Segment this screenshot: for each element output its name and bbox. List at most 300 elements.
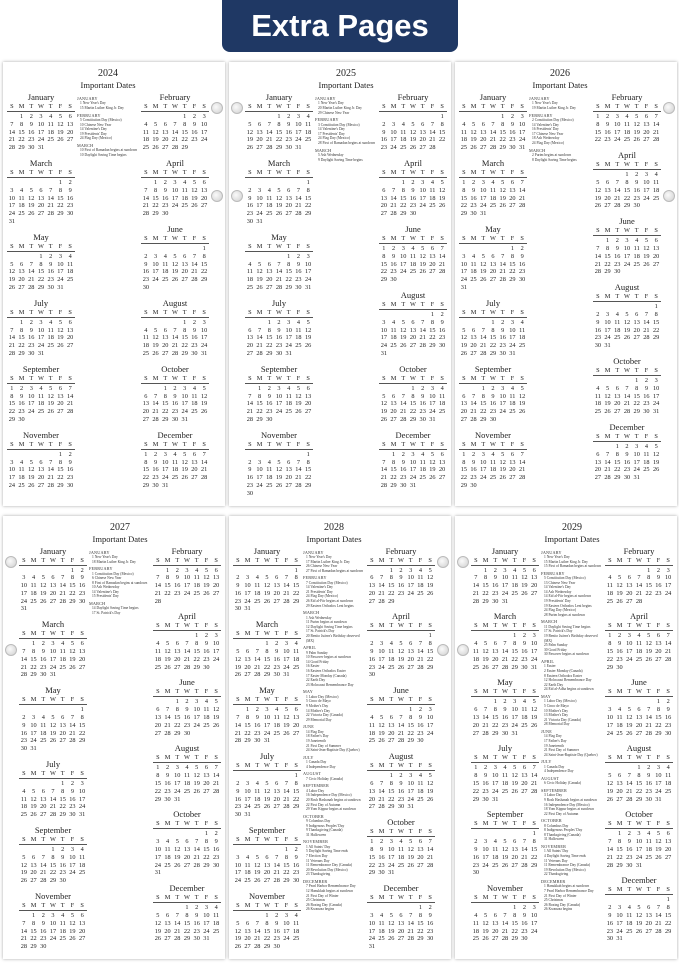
week-row: [593, 319, 661, 327]
day-cell: 28: [426, 861, 434, 869]
day-cell: 9: [418, 714, 422, 722]
day-cell: 23: [66, 474, 74, 482]
day-cell: 7: [51, 787, 55, 795]
weekday-label: S: [520, 168, 524, 176]
weekday-header: [459, 169, 527, 178]
day-cell: 28: [472, 597, 479, 605]
day-cell: 3: [615, 113, 619, 120]
holiday-item: 16 Independence Day (Mexico): [306, 793, 352, 798]
day-cell: [593, 171, 603, 179]
weekday-label: S: [370, 828, 374, 836]
day-cell: 21: [614, 194, 621, 202]
week-row: [471, 706, 539, 714]
day-cell: 11: [645, 838, 652, 846]
day-cell: 23: [40, 935, 47, 943]
day-cell: 26: [152, 144, 159, 152]
day-cell: 30: [397, 803, 405, 811]
day-cell: 6: [617, 772, 622, 780]
day-cell: 17: [57, 268, 64, 276]
important-dates-list: [539, 548, 605, 913]
month-title: June: [167, 223, 183, 234]
day-cell: 28: [8, 144, 15, 152]
day-cell: 13: [655, 640, 662, 648]
day-cell: 3: [428, 706, 432, 714]
day-cell: 18: [66, 268, 74, 276]
weekday-label: S: [596, 161, 600, 169]
weekday-label: T: [389, 894, 394, 902]
day-cell: 11: [388, 648, 395, 656]
day-cell: 20: [162, 136, 169, 144]
day-cell: 6: [80, 912, 84, 920]
day-cell: 29: [482, 597, 489, 605]
weekday-label: T: [175, 688, 180, 696]
day-cell: 17: [49, 927, 57, 935]
weekday-label: S: [440, 300, 444, 308]
day-cell: 5: [70, 640, 74, 648]
month-september: [233, 825, 301, 885]
day-cell: 10: [171, 186, 179, 194]
weekday-label: S: [428, 556, 432, 564]
day-cell: 15: [285, 268, 292, 276]
weekday-label: T: [163, 234, 168, 242]
day-cell: 18: [492, 853, 499, 861]
weekday-label: F: [430, 234, 435, 242]
day-cell: [56, 144, 66, 152]
holiday-item: 20 Revolution Day (Mexico): [306, 867, 348, 872]
day-cell: 26: [20, 877, 27, 885]
day-cell: 22: [460, 202, 467, 210]
day-cell: 8: [195, 640, 199, 648]
day-cell: 4: [401, 120, 405, 128]
day-cell: 11: [417, 574, 424, 582]
weekday-label: W: [172, 234, 178, 242]
weekday-label: M: [164, 688, 171, 696]
day-cell: 10: [368, 919, 375, 927]
weekday-label: S: [248, 242, 252, 250]
day-cell: 27: [263, 877, 271, 885]
day-cell: 13: [162, 334, 169, 342]
binder-hole: [457, 644, 469, 656]
weekday-label: T: [274, 696, 279, 704]
week-row: [471, 574, 539, 582]
day-cell: 11: [594, 392, 601, 400]
day-cell: 26: [652, 466, 660, 474]
day-cell: 3: [245, 780, 250, 788]
day-cell: 26: [604, 408, 611, 416]
day-cell: 18: [18, 474, 25, 482]
holiday-item: 9 Palm Sunday: [306, 650, 328, 655]
day-cell: 3: [153, 252, 158, 260]
week-row: [153, 772, 221, 780]
day-cell: 22: [304, 202, 312, 210]
day-cell: 28: [28, 283, 35, 291]
day-cell: 21: [183, 655, 191, 663]
day-cell: 6: [41, 787, 45, 795]
weekday-label: W: [172, 168, 178, 176]
day-cell: 1: [440, 113, 444, 120]
day-cell: 1: [491, 318, 495, 326]
day-cell: 19: [380, 408, 387, 416]
binder-hole: [231, 102, 243, 114]
day-cell: [274, 416, 284, 424]
day-cell: 29: [181, 349, 188, 357]
day-cell: 7: [49, 186, 53, 194]
weekday-label: W: [276, 374, 282, 382]
month-may: [471, 677, 539, 737]
day-cell: 18: [652, 186, 660, 194]
week-row: [153, 920, 221, 928]
day-cell: 30: [295, 283, 302, 291]
weekday-label: S: [462, 168, 466, 176]
day-cell: 9: [236, 787, 240, 795]
day-cell: 20: [419, 136, 426, 144]
day-cell: 11: [142, 334, 149, 342]
weekday-label: S: [22, 630, 26, 638]
month-title: September: [34, 825, 72, 836]
day-cell: [490, 632, 500, 640]
week-row: [593, 121, 661, 129]
day-cell: [367, 904, 377, 912]
day-cell: 7: [68, 384, 72, 392]
day-cell: 16: [191, 128, 198, 136]
day-cell: 4: [306, 113, 310, 120]
day-cell: [291, 605, 301, 613]
weekday-label: S: [520, 374, 524, 382]
holiday-item: 12 Daylight Saving Time begins: [306, 624, 353, 629]
weekday-header: [471, 754, 539, 763]
day-cell: 17: [193, 714, 200, 722]
day-cell: 25: [59, 935, 66, 943]
week-row: [245, 195, 313, 203]
day-cell: 15: [530, 846, 538, 854]
day-cell: 23: [191, 342, 198, 350]
week-row: [593, 129, 661, 137]
day-cell: 6: [418, 838, 422, 846]
weekday-label: F: [644, 432, 649, 440]
day-cell: [58, 567, 68, 575]
day-cell: 22: [368, 861, 375, 869]
day-cell: 20: [256, 136, 263, 144]
weekday-label: F: [418, 556, 423, 564]
day-cell: 18: [472, 655, 479, 663]
week-row: [605, 928, 673, 936]
month-title: June: [619, 216, 635, 227]
month-title: October: [625, 809, 653, 820]
day-cell: 6: [275, 574, 279, 582]
weekday-header: [245, 169, 313, 178]
day-cell: [481, 698, 491, 706]
day-cell: 23: [246, 210, 253, 218]
day-cell: 11: [616, 714, 623, 722]
day-cell: 3: [195, 698, 199, 706]
day-cell: [19, 706, 29, 714]
weekday-header: [593, 433, 661, 442]
day-cell: 4: [510, 384, 514, 392]
day-cell: [416, 598, 426, 606]
day-cell: 24: [283, 935, 290, 943]
binder-hole: [231, 190, 243, 202]
day-cell: 31: [285, 349, 292, 357]
day-cell: [386, 943, 396, 951]
day-cell: 22: [509, 268, 516, 276]
weekday-header: [7, 375, 75, 384]
day-cell: 22: [37, 276, 45, 284]
week-row: [593, 400, 661, 408]
day-cell: 19: [480, 268, 487, 276]
month-title: April: [178, 611, 196, 622]
day-cell: 3: [625, 237, 629, 245]
day-cell: 2: [647, 764, 651, 772]
day-cell: [488, 245, 498, 253]
day-cell: 28: [482, 729, 489, 737]
day-cell: 29: [530, 861, 538, 869]
holiday-item: 29 Chinese New Year: [318, 110, 350, 115]
day-cell: [406, 869, 416, 877]
day-cell: 2: [471, 450, 476, 458]
day-cell: 18: [417, 787, 424, 795]
day-cell: [634, 698, 644, 706]
day-cell: 29: [400, 210, 407, 218]
month-june: [379, 224, 447, 284]
day-cell: 21: [655, 919, 662, 927]
month-december: [605, 875, 673, 943]
day-cell: 13: [409, 326, 417, 334]
day-cell: 19: [30, 803, 37, 811]
day-cell: 22: [244, 729, 251, 737]
important-dates-list: [301, 548, 367, 913]
day-cell: 3: [481, 450, 485, 458]
binder-hole: [437, 556, 449, 568]
day-cell: 13: [40, 795, 47, 803]
left-month-column: [459, 68, 527, 490]
week-row: [367, 904, 435, 912]
day-cell: 19: [426, 787, 434, 795]
week-row: [459, 416, 527, 424]
day-cell: 26: [57, 342, 64, 350]
weekday-label: M: [164, 894, 171, 902]
day-cell: 12: [174, 846, 181, 854]
day-cell: [520, 796, 530, 804]
day-cell: [190, 284, 200, 292]
day-cell: 8: [306, 458, 310, 466]
day-cell: 21: [254, 935, 261, 943]
day-cell: 10: [200, 120, 208, 128]
day-cell: 17: [212, 648, 220, 656]
day-cell: 3: [163, 450, 167, 458]
day-cell: 2: [236, 780, 240, 788]
day-cell: [211, 730, 221, 738]
day-cell: [379, 311, 389, 319]
day-cell: 8: [61, 787, 65, 795]
day-cell: 16: [69, 795, 76, 803]
day-cell: 10: [633, 450, 640, 458]
weekday-label: T: [500, 168, 505, 176]
day-cell: 12: [594, 186, 601, 194]
day-cell: 16: [275, 334, 283, 342]
day-cell: 3: [277, 384, 281, 392]
holiday-item: 1 New Year's Day: [92, 554, 118, 559]
weekday-label: S: [608, 820, 612, 828]
week-row: [7, 179, 75, 187]
day-cell: 10: [234, 861, 241, 869]
month-september: [471, 809, 539, 877]
day-cell: 13: [181, 260, 188, 268]
day-cell: 25: [171, 474, 179, 482]
weekday-label: M: [30, 836, 37, 844]
day-cell: 28: [664, 655, 672, 663]
weekday-label: W: [636, 820, 642, 828]
day-cell: 15: [200, 260, 208, 268]
day-cell: 16: [152, 466, 159, 474]
day-cell: 17: [285, 334, 292, 342]
week-row: [471, 788, 539, 796]
day-cell: 21: [429, 136, 436, 144]
day-cell: 27: [285, 210, 292, 218]
day-cell: 23: [438, 334, 446, 342]
day-cell: 21: [193, 853, 200, 861]
day-cell: 15: [482, 582, 489, 590]
holiday-item: 21 First Day of Summer: [306, 743, 341, 748]
week-row: [153, 656, 221, 664]
day-cell: 22: [616, 853, 623, 861]
day-cell: 21: [645, 721, 652, 729]
holiday-item: 16 Presidents' Day: [532, 127, 559, 132]
day-cell: 20: [509, 194, 516, 202]
day-cell: 1: [58, 178, 62, 186]
weekday-label: M: [256, 308, 263, 316]
day-cell: 18: [212, 919, 220, 927]
weekday-label: M: [616, 556, 623, 564]
day-cell: 18: [643, 458, 650, 466]
day-cell: 14: [40, 861, 47, 869]
day-cell: 12: [606, 780, 613, 788]
week-row: [459, 482, 527, 490]
day-cell: 14: [643, 318, 650, 326]
day-cell: 27: [292, 729, 300, 737]
day-cell: [46, 179, 56, 187]
day-cell: [622, 377, 632, 385]
day-cell: 24: [154, 861, 161, 869]
holiday-item: 12 Holocaust Remembrance Day: [544, 678, 592, 683]
day-cell: 3: [617, 904, 622, 912]
day-cell: 30: [518, 276, 526, 284]
day-cell: 23: [397, 795, 405, 803]
week-row: [141, 319, 209, 327]
day-cell: 19: [152, 136, 159, 144]
holiday-item: 14 Valentine's Day: [306, 585, 333, 590]
day-cell: 3: [411, 450, 415, 458]
day-cell: 16: [390, 260, 397, 268]
day-cell: 11: [501, 772, 509, 780]
day-cell: 9: [68, 458, 72, 466]
day-cell: 18: [470, 268, 477, 276]
day-cell: 6: [656, 632, 660, 640]
day-cell: 19: [388, 927, 395, 935]
day-cell: 21: [594, 260, 601, 268]
day-cell: 17: [256, 474, 263, 482]
day-cell: 26: [499, 202, 506, 210]
day-cell: 5: [627, 706, 631, 714]
weekday-label: T: [420, 300, 425, 308]
day-cell: [632, 268, 642, 276]
day-cell: 5: [153, 326, 158, 334]
week-row: [605, 656, 673, 664]
day-cell: 1: [265, 640, 269, 648]
day-cell: [508, 482, 518, 490]
day-cell: 17: [643, 186, 650, 194]
day-cell: [56, 218, 66, 226]
day-cell: [517, 350, 527, 358]
day-cell: 12: [426, 574, 434, 582]
day-cell: 20: [407, 655, 414, 663]
day-cell: 4: [596, 384, 600, 392]
day-cell: 24: [200, 136, 208, 144]
day-cell: [418, 350, 428, 358]
weekday-label: F: [430, 300, 435, 308]
day-cell: 27: [266, 283, 273, 291]
week-row: [141, 253, 209, 261]
day-cell: 13: [263, 861, 271, 869]
day-cell: [141, 385, 151, 393]
day-cell: 1: [19, 113, 24, 120]
day-cell: 24: [183, 589, 191, 597]
day-cell: 28: [438, 268, 446, 276]
weekday-label: M: [604, 293, 611, 301]
week-row: [19, 943, 87, 951]
day-cell: [469, 245, 479, 253]
week-row: [605, 935, 673, 943]
day-cell: 1: [31, 912, 36, 920]
day-cell: 28: [518, 474, 526, 482]
weekday-label: T: [255, 696, 260, 704]
day-cell: 16: [246, 474, 253, 482]
day-cell: 12: [57, 120, 64, 128]
day-cell: 24: [429, 408, 436, 416]
week-row: [605, 838, 673, 846]
holiday-item: 26 Boxing Day (Canada): [306, 902, 343, 907]
day-cell: [605, 896, 615, 904]
day-cell: [624, 664, 634, 672]
weekday-label: S: [666, 754, 670, 762]
day-cell: 30: [438, 342, 446, 350]
day-cell: 5: [411, 120, 415, 128]
day-cell: 23: [174, 589, 181, 597]
day-cell: 9: [503, 706, 507, 714]
weekday-label: F: [644, 103, 649, 110]
day-cell: [416, 803, 426, 811]
day-cell: 25: [501, 787, 509, 795]
weekday-label: S: [214, 622, 218, 630]
week-row: [19, 656, 87, 664]
week-row: [245, 459, 313, 467]
week-row: [141, 179, 209, 187]
day-cell: 2: [382, 120, 386, 128]
day-cell: 25: [521, 721, 528, 729]
day-cell: 26: [400, 342, 407, 350]
page-year: 2024: [98, 68, 118, 79]
month-november: [7, 430, 75, 490]
week-row: [141, 136, 209, 144]
day-cell: 3: [532, 632, 536, 640]
day-cell: 24: [285, 342, 292, 350]
week-row: [471, 920, 539, 928]
day-cell: 17: [152, 268, 159, 276]
day-cell: 17: [8, 202, 15, 210]
day-cell: 2: [399, 772, 403, 780]
weekday-label: T: [500, 440, 505, 448]
day-cell: 2: [296, 252, 300, 260]
day-cell: 19: [378, 729, 385, 737]
